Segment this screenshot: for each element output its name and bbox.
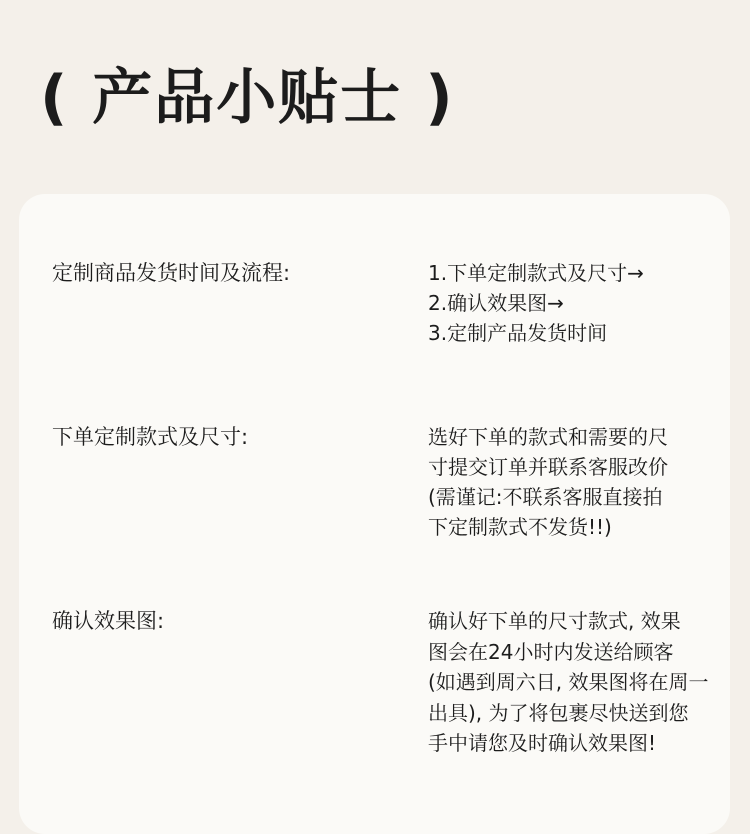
tip-description (428, 606, 718, 759)
tip-description (428, 422, 718, 542)
tip-line: 图会在24小时内发送给顾客 (428, 639, 674, 664)
tip-line: 选好下单的款式和需要的尺 (428, 425, 668, 449)
tip-description (428, 258, 718, 348)
tips-card (19, 194, 730, 834)
tip-line: 3.定制产品发货时间 (428, 321, 608, 345)
tip-line: 出具), 为了将包裹尽快送到您 (428, 700, 689, 725)
tip-label: 确认效果图: (52, 609, 165, 633)
tip-label: 下单定制款式及尺寸: (52, 425, 249, 449)
tip-label: 定制商品发货时间及流程: (52, 261, 291, 285)
tip-line: 确认好下单的尺寸款式, 效果 (428, 609, 681, 633)
tip-line: (需谨记:不联系客服直接拍 (428, 485, 663, 509)
tip-line: (如遇到周六日, 效果图将在周一 (428, 670, 709, 694)
tip-line: 1.下单定制款式及尺寸→ (428, 261, 644, 285)
tip-line: 2.确认效果图→ (428, 291, 564, 315)
page-title: ( 产品小贴士 ) (40, 63, 455, 133)
tip-line: 下定制款式不发货!!) (428, 515, 612, 539)
tip-line: 寸提交订单并联系客服改价 (428, 455, 668, 479)
tip-line: 手中请您及时确认效果图! (428, 731, 657, 755)
